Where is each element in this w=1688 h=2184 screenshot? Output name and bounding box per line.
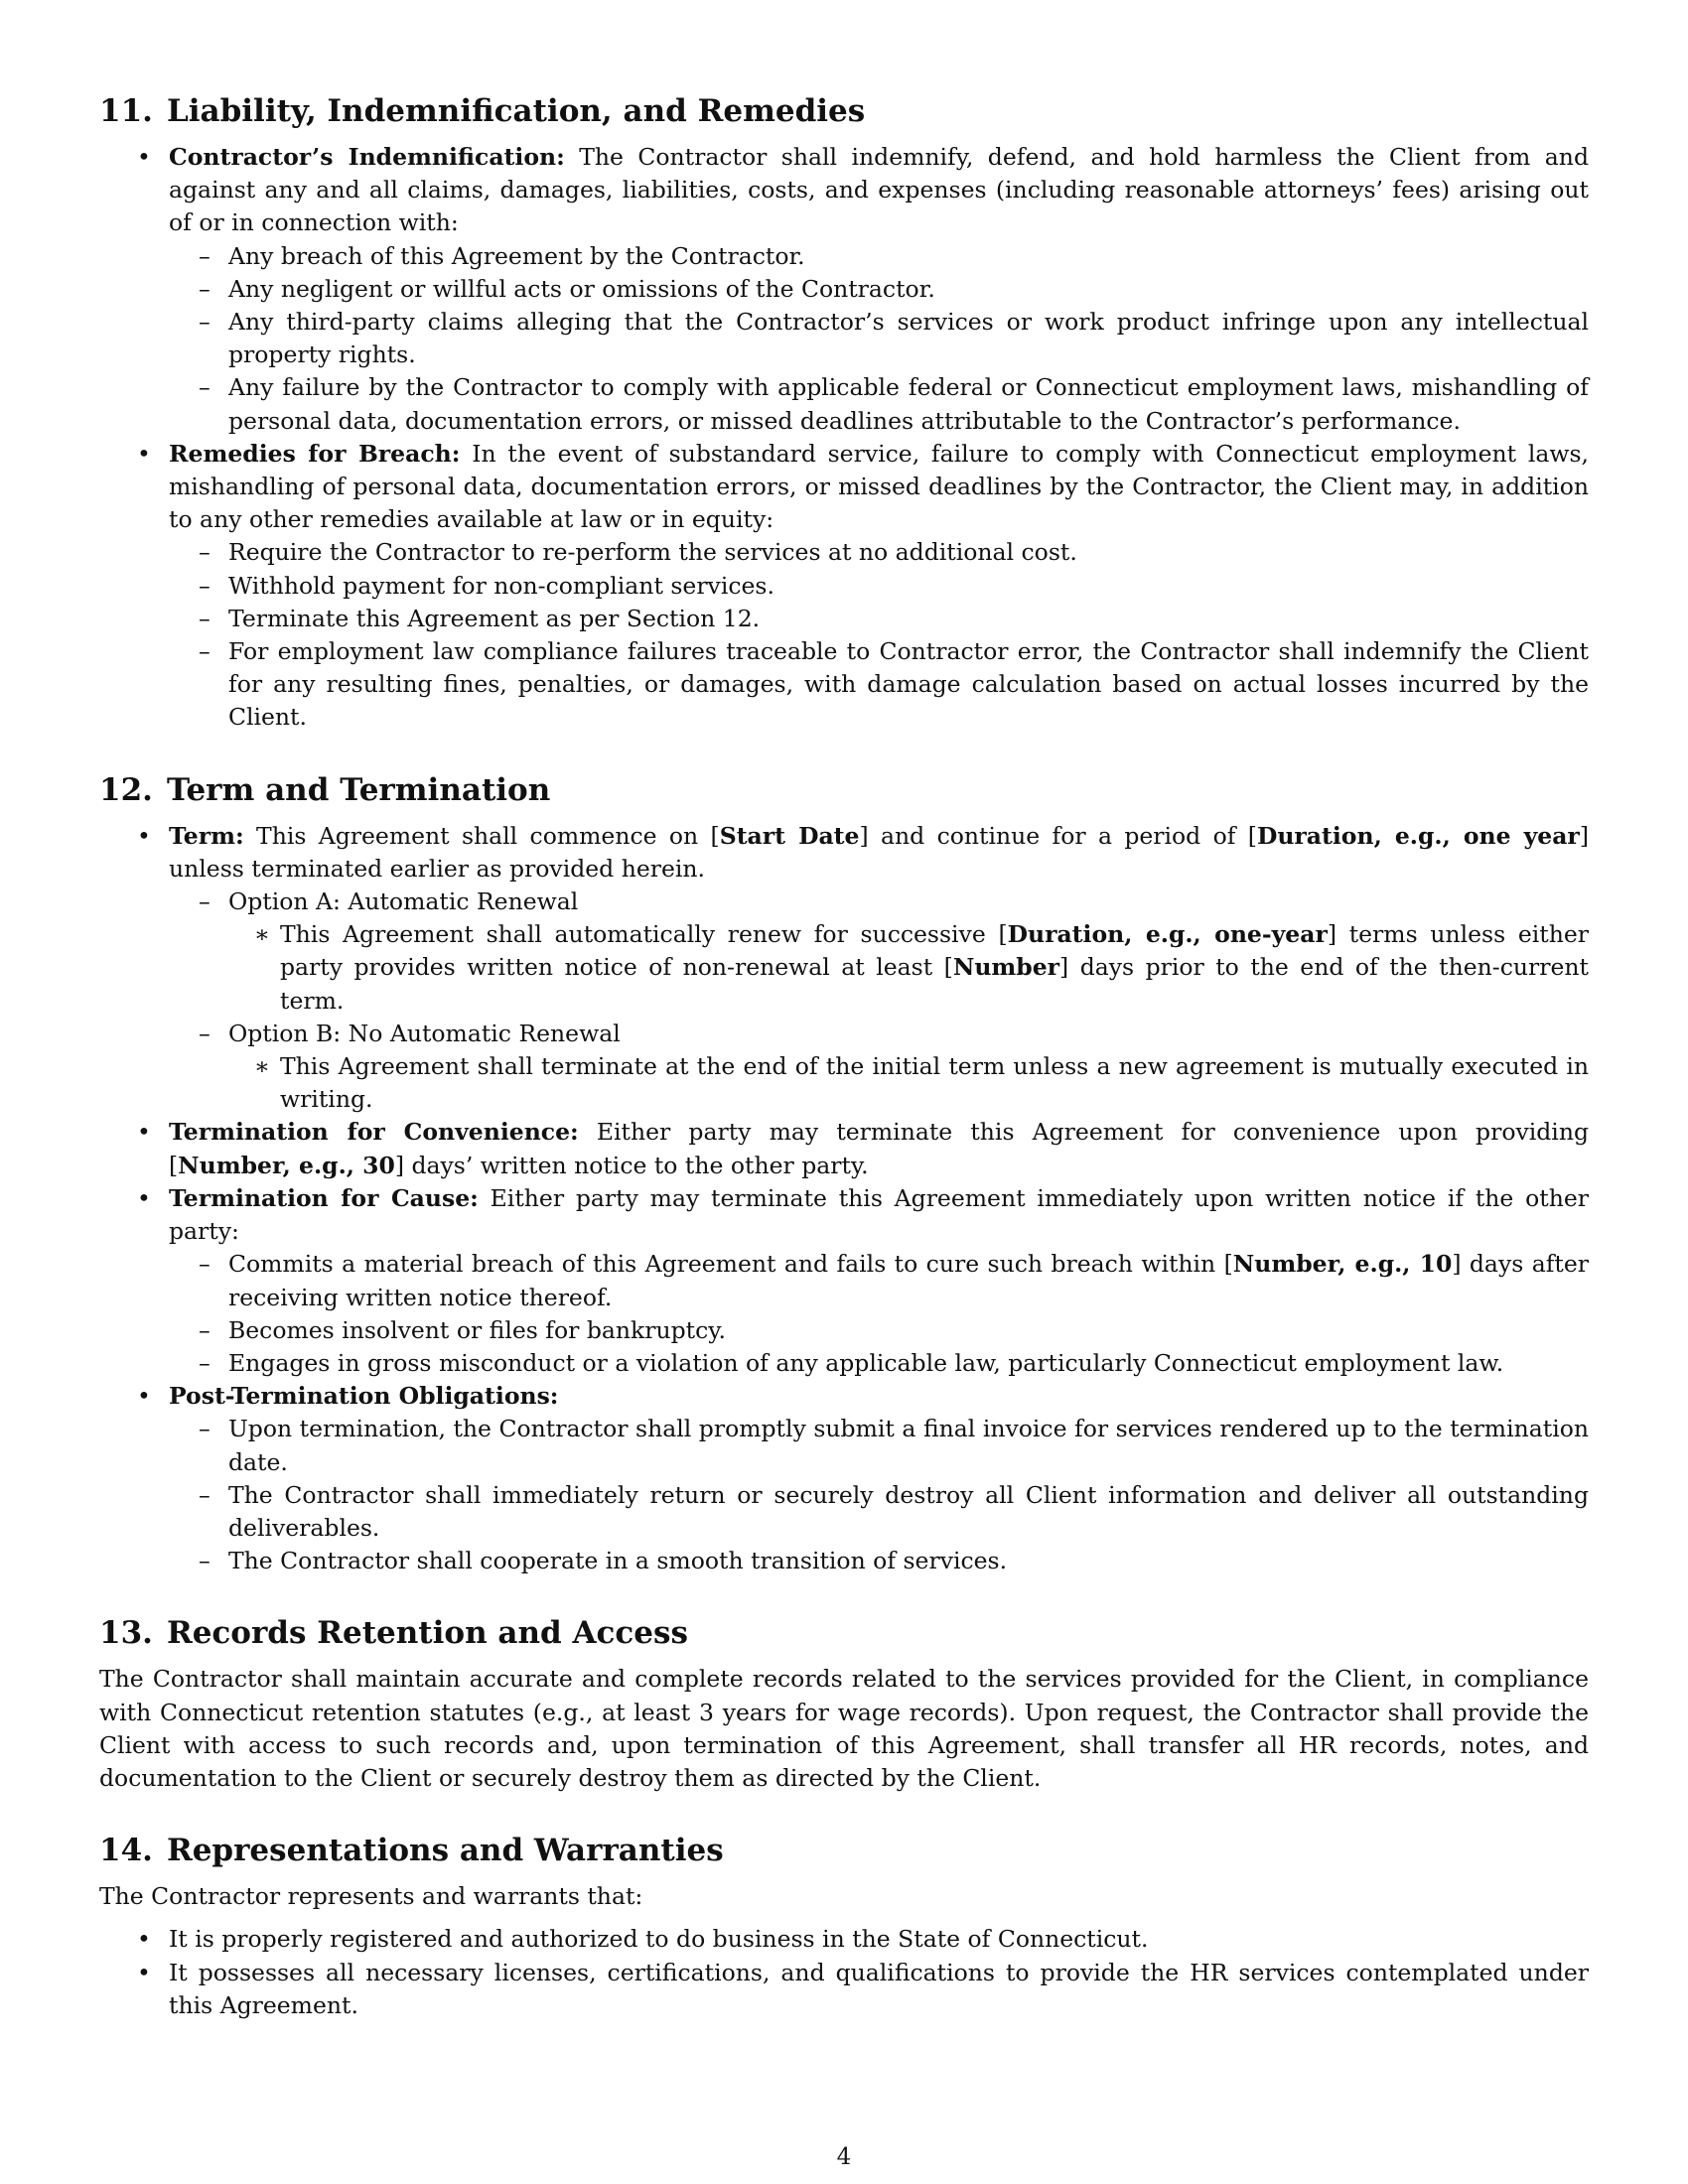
list-item: – Withhold payment for non-compliant services. bbox=[169, 570, 1589, 603]
list-item: – Becomes insolvent or files for bankruptcy. bbox=[169, 1314, 1589, 1347]
list-item: – Require the Contractor to re-perform the services at no additional cost. bbox=[169, 536, 1589, 569]
section-11-heading: 11. Liability, Indemnification, and Remedies bbox=[99, 93, 866, 129]
list-item: – Engages in gross misconduct or a violation of any applicable law, particularly Connecticut employment law. bbox=[169, 1347, 1589, 1380]
section-12-heading: 12. Term and Termination bbox=[99, 771, 551, 808]
list-item: • It possesses all necessary licenses, certifications, and qualifications to provide the HR services contemplated under this Agreement. bbox=[99, 1957, 1589, 2022]
option-a: – Option A: Automatic Renewal ∗ This Agreement shall automatically renew for successive [Duration, e.g., one-year] terms unless either party provides written notice of non-renewal at least [Number] days prior to the end of the then-current term. bbox=[169, 886, 1589, 1018]
section-14-list bbox=[99, 1923, 1589, 2022]
list-item: • It is properly registered and authorized to do business in the State of Connecticut. bbox=[99, 1923, 1589, 1956]
list-item: – Any negligent or willful acts or omissions of the Contractor. bbox=[169, 273, 1589, 306]
page-number: 4 bbox=[836, 2144, 852, 2170]
convenience-item: • Termination for Convenience: Either party may terminate this Agreement for convenience upon providing [Number, e.g., 30] days’ written notice to the other party. bbox=[99, 1116, 1589, 1181]
document-page bbox=[99, 91, 1589, 2022]
indemnification-item: • Contractor’s Indemnification: The Contractor shall indemnify, defend, and hold harmless the Client from and against any and all claims, damages, liabilities, costs, and expenses (including reasonable attorneys’ fees) arising out of or in connection with: – Any breach of this Agreement by the Contractor. – Any negligent or willful acts or omissions of the Contractor. – Any third-party claims alleging that the Contractor’s services or work product infringe upon any intellectual property rights. – Any failure by the Contractor to comply with applicable federal or Connecticut employment laws, mishandling of personal data, documentation errors, or missed deadlines attributable to the Contractor’s performance. bbox=[99, 141, 1589, 438]
section-12-list bbox=[99, 820, 1589, 1578]
section-14-heading: 14. Representations and Warranties bbox=[99, 1833, 724, 1869]
option-b: – Option B: No Automatic Renewal ∗ This Agreement shall terminate at the end of the initial term unless a new agreement is mutually executed in writing. bbox=[169, 1018, 1589, 1117]
list-item: – For employment law compliance failures traceable to Contractor error, the Contractor shall indemnify the Client for any resulting fines, penalties, or damages, with damage calculation based on actual losses incurred by the Client. bbox=[169, 635, 1589, 735]
post-termination-item: • Post-Termination Obligations: – Upon termination, the Contractor shall promptly submit a final invoice for services rendered up to the termination date. – The Contractor shall immediately return or securely destroy all Client information and deliver all outstanding deliverables. – The Contractor shall cooperate in a smooth transition of services. bbox=[99, 1380, 1589, 1577]
list-item: – Commits a material breach of this Agreement and fails to cure such breach within [Number, e.g., 10] days after receiving written notice thereof. bbox=[169, 1248, 1589, 1313]
list-item: – Upon termination, the Contractor shall promptly submit a final invoice for services rendered up to the termination date. bbox=[169, 1413, 1589, 1478]
section-14-intro: The Contractor represents and warrants that: bbox=[99, 1882, 643, 1911]
list-item: – The Contractor shall cooperate in a smooth transition of services. bbox=[169, 1545, 1589, 1577]
list-item: – Terminate this Agreement as per Section 12. bbox=[169, 603, 1589, 635]
section-13-paragraph: The Contractor shall maintain accurate and complete records related to the services provided for the Client, in compliance with Connecticut retention statutes (e.g., at least 3 years for wage records). Upon request, the Contractor shall provide the Client with access to such records and, upon termination of this Agreement, shall transfer all HR records, notes, and documentation to the Client or securely destroy them as directed by the Client. bbox=[99, 1665, 1589, 1792]
list-item: – Any breach of this Agreement by the Contractor. bbox=[169, 240, 1589, 273]
section-13-heading: 13. Records Retention and Access bbox=[99, 1615, 688, 1652]
cause-item: • Termination for Cause: Either party may terminate this Agreement immediately upon written notice if the other party: – Commits a material breach of this Agreement and fails to cure such breach within [Number, e.g., 10] days after receiving written notice thereof. – Becomes insolvent or files for bankruptcy. – Engages in gross misconduct or a violation of any applicable law, particularly Connecticut employment law. bbox=[99, 1182, 1589, 1380]
list-item: – Any failure by the Contractor to comply with applicable federal or Connecticut employment laws, mishandling of personal data, documentation errors, or missed deadlines attributable to the Contractor’s performance. bbox=[169, 371, 1589, 437]
section-11-list bbox=[99, 141, 1589, 735]
list-item: – The Contractor shall immediately return or securely destroy all Client information and deliver all outstanding deliverables. bbox=[169, 1479, 1589, 1545]
term-item: • Term: This Agreement shall commence on [Start Date] and continue for a period of [Duration, e.g., one year] unless terminated earlier as provided herein. – Option A: Automatic Renewal ∗ This Agreement shall automatically renew for successive [Duration, e.g., one-year] terms unless either party provides written notice of non-renewal at least [Number] days prior to the end of the then-current term. – Option B: No Automatic Renewal ∗ This Agreement shall terminate at the end of the initial term unless a new agreement is mutually executed in writing. bbox=[99, 820, 1589, 1117]
option-a-detail: ∗ This Agreement shall automatically renew for successive [Duration, e.g., one-year] terms unless either party provides written notice of non-renewal at least [Number] days prior to the end of the then-current term. bbox=[228, 918, 1589, 1018]
list-item: – Any third-party claims alleging that the Contractor’s services or work product infringe upon any intellectual property rights. bbox=[169, 306, 1589, 371]
option-b-detail: ∗ This Agreement shall terminate at the end of the initial term unless a new agreement is mutually executed in writing. bbox=[228, 1050, 1589, 1116]
remedies-item: • Remedies for Breach: In the event of substandard service, failure to comply with Connecticut employment laws, mishandling of personal data, documentation errors, or missed deadlines by the Contractor, the Client may, in addition to any other remedies available at law or in equity: – Require the Contractor to re-perform the services at no additional cost. – Withhold payment for non-compliant services. – Terminate this Agreement as per Section 12. – For employment law compliance failures traceable to Contractor error, the Contractor shall indemnify the Client for any resulting fines, penalties, or damages, with damage calculation based on actual losses incurred by the Client. bbox=[99, 438, 1589, 735]
